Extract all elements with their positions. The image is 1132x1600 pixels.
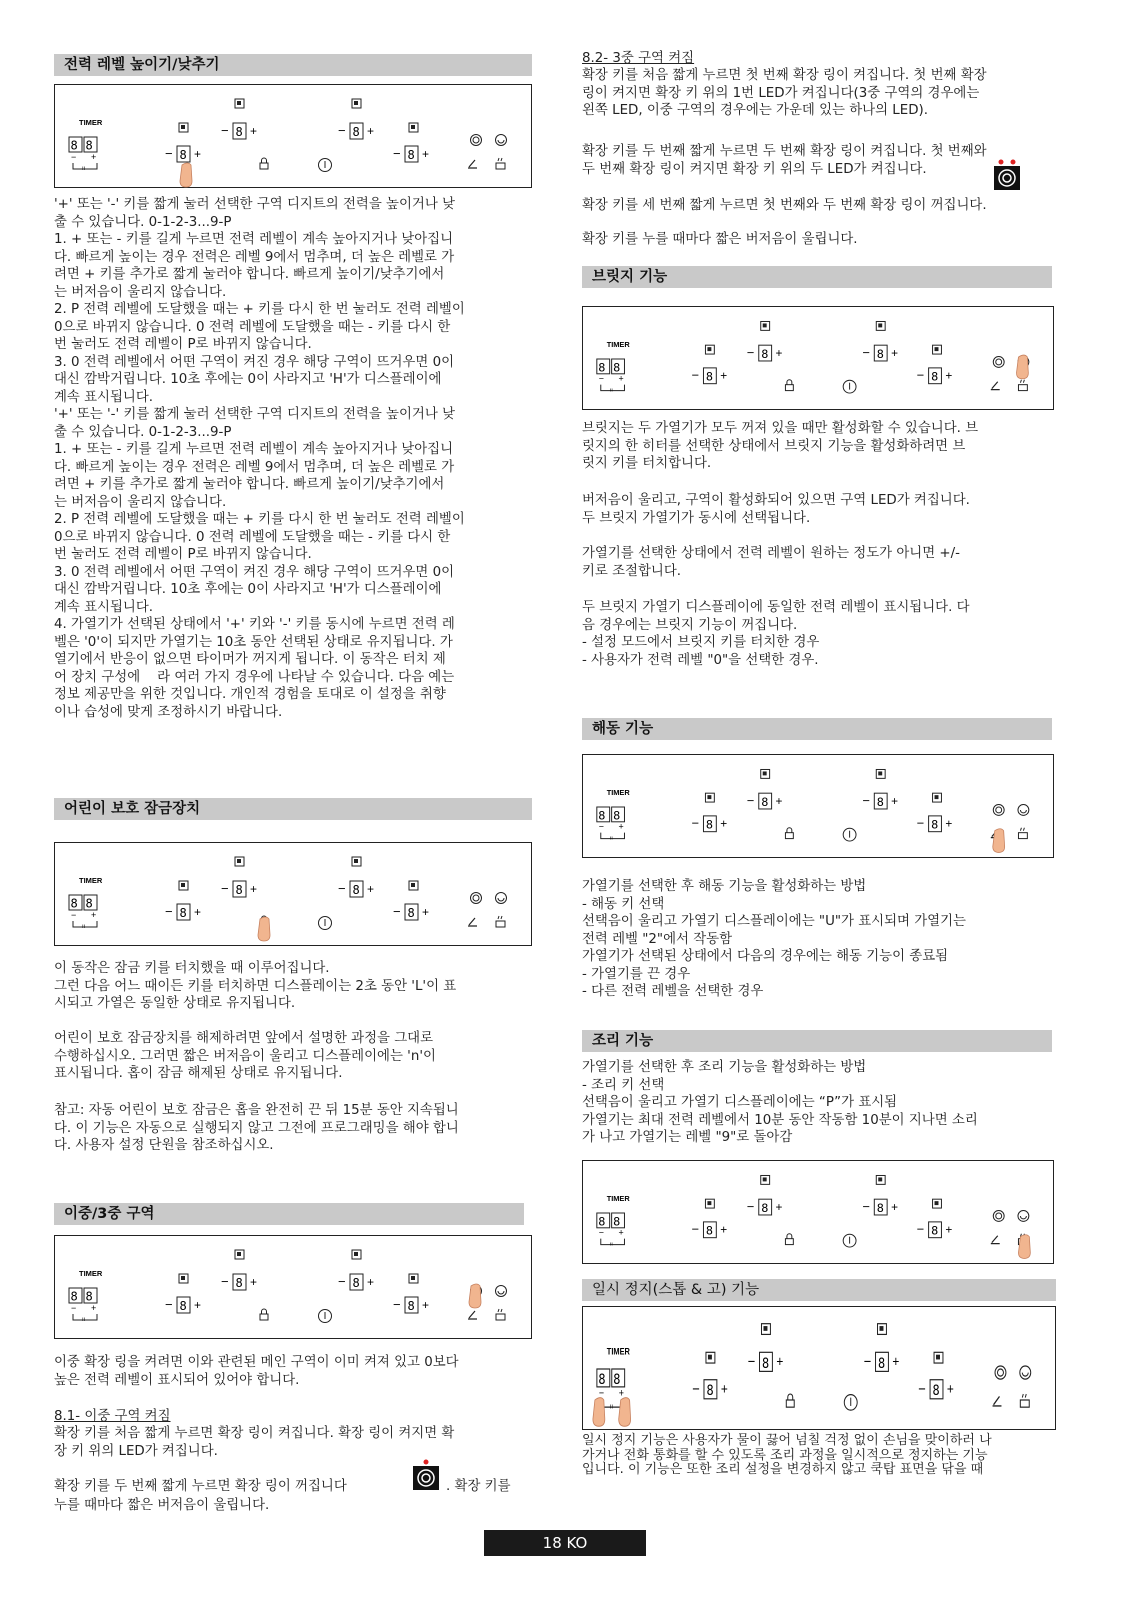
control-panel-diagram-cook: [582, 1160, 1054, 1264]
control-panel-diagram-pause: [582, 1306, 1056, 1430]
section-title-defrost: 해동 기능: [582, 718, 1052, 740]
control-panel-diagram-1: [54, 84, 532, 188]
bridge-body-2: 버저음이 울리고, 구역이 활성화되어 있으면 구역 LED가 켜집니다. 두 브릿지 가열기가 동시에 선택됩니다.: [582, 493, 970, 526]
dual-zone-body-1: 이중 확장 링을 켜려면 이와 관련된 메인 구역이 이미 켜져 있고 0보다 높은 전력 레벨이 표시되어 있어야 합니다.: [54, 1355, 459, 1388]
dual-zone-body-3a: 확장 키를 두 번째 짧게 누르면 확장 링이 꺼집니다: [54, 1479, 347, 1494]
cook-body: 가열기를 선택한 후 조리 기능을 활성화하는 방법 - 조리 키 선택 선택음이 울리고 가열기 디스플레이에는 “P”가 표시됨 가열기는 최대 전력 레벨에서 10분 동안 작동함 10분이 지나면 소리 가 나고 가열기는 레벨 "9"로 돌아감: [582, 1060, 978, 1145]
control-panel-diagram-defrost: [582, 754, 1054, 858]
triple-zone-body-3: 확장 키를 세 번째 짧게 누르면 첫 번째와 두 번째 확장 링이 꺼집니다.: [582, 198, 987, 213]
dual-zone-body-3b: . 확장 키를: [446, 1479, 511, 1494]
section-title-bridge: 브릿지 기능: [582, 266, 1052, 288]
child-lock-body-1: 이 동작은 잠금 키를 터치했을 때 이루어집니다. 그런 다음 어느 때이든 키를 터치하면 디스플레이는 2초 동안 'L'이 표 시되고 가열은 동일한 상태로 유지됩니다.: [54, 961, 457, 1011]
subheading-triple-zone-on: 8.2- 3중 구역 켜짐: [582, 51, 695, 66]
bridge-body-1: 브릿지는 두 가열기가 모두 꺼져 있을 때만 활성화할 수 있습니다. 브 릿지의 한 히터를 선택한 상태에서 브릿지 기능을 활성화하려면 브 릿지 키를 터치합니다.: [582, 421, 979, 471]
triple-zone-body-4: 확장 키를 누를 때마다 짧은 버저음이 울립니다.: [582, 232, 858, 247]
triple-zone-body-2: 확장 키를 두 번째 짧게 누르면 두 번째 확장 링이 켜집니다. 첫 번째와 두 번째 확장 링이 켜지면 확장 키 위의 두 LED가 켜집니다.: [582, 144, 987, 177]
section-title-power-level: 전력 레벨 높이기/낮추기: [54, 54, 532, 76]
control-panel-diagram-bridge: [582, 306, 1054, 410]
triple-zone-body-1: 확장 키를 처음 짧게 누르면 첫 번째 확장 링이 켜집니다. 첫 번째 확장 링이 켜지면 확장 키 위의 1번 LED가 켜집니다(3중 구역의 경우에는 왼쪽 LED, 이중 구역의 경우에는 가운데 있는 하나의 LED).: [582, 68, 987, 118]
section-title-cook: 조리 기능: [582, 1030, 1052, 1052]
bridge-body-4: 두 브릿지 가열기 디스플레이에 동일한 전력 레벨이 표시됩니다. 다 음 경우에는 브릿지 기능이 꺼집니다. - 설정 모드에서 브릿지 키를 터치한 경우 - 사용자가 전력 레벨 "0"을 선택한 경우.: [582, 600, 970, 668]
dual-zone-body-2: 확장 키를 처음 짧게 누르면 확장 링이 켜집니다. 확장 링이 켜지면 확 장 키 위의 LED가 켜집니다.: [54, 1426, 455, 1459]
dual-zone-body-3c: 누를 때마다 짧은 버저음이 울립니다.: [54, 1498, 270, 1513]
extension-key-dual-led-icon: [992, 158, 1024, 192]
section-title-pause: 일시 정지(스톱 & 고) 기능: [582, 1279, 1056, 1301]
control-panel-diagram-2: [54, 842, 532, 946]
extension-key-icon: [411, 1458, 443, 1492]
bridge-body-3: 가열기를 선택한 상태에서 전력 레벨이 원하는 정도가 아니면 +/- 키로 조절합니다.: [582, 546, 960, 579]
section-title-dual-triple-zone: 이중/3중 구역: [54, 1203, 524, 1225]
section-title-child-lock: 어린이 보호 잠금장치: [54, 798, 532, 820]
page-number: 18 KO: [484, 1530, 646, 1556]
power-level-body: '+' 또는 '-' 키를 짧게 눌러 선택한 구역 디지트의 전력을 높이거나 낮 출 수 있습니다. 0-1-2-3...9-P 1. + 또는 - 키를 길게 누르면 전력 레벨이 계속 높아지거나 낮아집니 다. 빠르게 높이는 경우 전력은 레벨 9에서 멈추며, 더 높은 레벨로 가 려면 + 키를 추가로 짧게 눌러야 합니다. 빠르게 높이기/낮추기에서 는 버저음이 울리지 않습니다. 2. P 전력 레벨에 도달했을 때는 + 키를 다시 한 번 눌러도 전력 레벨이 0으로 바뀌지 않습니다. 0 전력 레벨에 도달했을 때는 - 키를 다시 한 번 눌러도 전력 레벨이 P로 바뀌지 않습니다. 3. 0 전력 레벨에서 어떤 구역이 켜진 경우 해당 구역이 뜨거우면 0이 대신 깜박거립니다. 10초 후에는 0이 사라지고 'H'가 디스플레이에 계속 표시됩니다. '+' 또는 '-' 키를 짧게 눌러 선택한 구역 디지트의 전력을 높이거나 낮 출 수 있습니다. 0-1-2-3...9-P 1. + 또는 - 키를 길게 누르면 전력 레벨이 계속 높아지거나 낮아집니 다. 빠르게 높이는 경우 전력은 레벨 9에서 멈추며, 더 높은 레벨로 가 려면 + 키를 추가로 짧게 눌러야 합니다. 빠르게 높이기/낮추기에서 는 버저음이 울리지 않습니다. 2. P 전력 레벨에 도달했을 때는 + 키를 다시 한 번 눌러도 전력 레벨이 0으로 바뀌지 않습니다. 0 전력 레벨에 도달했을 때는 - 키를 다시 한 번 눌러도 전력 레벨이 P로 바뀌지 않습니다. 3. 0 전력 레벨에서 어떤 구역이 켜진 경우 해당 구역이 뜨거우면 0이 대신 깜박거립니다. 10초 후에는 0이 사라지고 'H'가 디스플레이에 계속 표시됩니다. 4. 가열기가 선택된 상태에서 '+' 키와 '-' 키를 동시에 누르면 전력 레 벨은 '0'이 되지만 가열기는 10초 동안 선택된 상태로 유지됩니다. 가 열기에서 반응이 없으면 타이머가 꺼지게 됩니다. 이 동작은 터치 제 어 장치 구성에 라 여러 가지 경우에 나타날 수 있습니다. 다음 예는 정보 제공만을 위한 것입니다. 개인적 경험을 토대로 이 설정을 취향 이나 습성에 맞게 조정하시기 바랍니다.: [54, 197, 465, 720]
pause-body: 일시 정지 기능은 사용자가 물이 끓어 넘칠 걱정 없이 손님을 맞이하러 나 가거나 전화 통화를 할 수 있도록 조리 과정을 일시적으로 정지하는 기능 입니다. 이 기능은 또한 조리 설정을 변경하지 않고 쿡탑 표면을 닦을 때: [582, 1433, 992, 1477]
child-lock-body-2: 어린이 보호 잠금장치를 해제하려면 앞에서 설명한 과정을 그대로 수행하십시오. 그러면 짧은 버저음이 울리고 디스플레이에는 'n'이 표시됩니다. 홉이 잠금 해제된 상태로 유지됩니다.: [54, 1031, 436, 1081]
control-panel-diagram-3: [54, 1235, 532, 1339]
subheading-dual-zone-on: 8.1- 이중 구역 켜짐: [54, 1409, 171, 1424]
child-lock-body-3: 참고: 자동 어린이 보호 잠금은 홉을 완전히 끈 뒤 15분 동안 지속됩니 다. 이 기능은 자동으로 실행되지 않고 그전에 프로그래밍을 해야 합니 다. 사용자 설정 단원을 참조하십시오.: [54, 1103, 459, 1153]
defrost-body: 가열기를 선택한 후 해동 기능을 활성화하는 방법 - 해동 키 선택 선택음이 울리고 가열기 디스플레이에는 "U"가 표시되며 가열기는 전력 레벨 "2"에서 작동함 가열기가 선택된 상태에서 다음의 경우에는 해동 기능이 종료됨 - 가열기를 끈 경우 - 다른 전력 레벨을 선택한 경우: [582, 879, 966, 999]
